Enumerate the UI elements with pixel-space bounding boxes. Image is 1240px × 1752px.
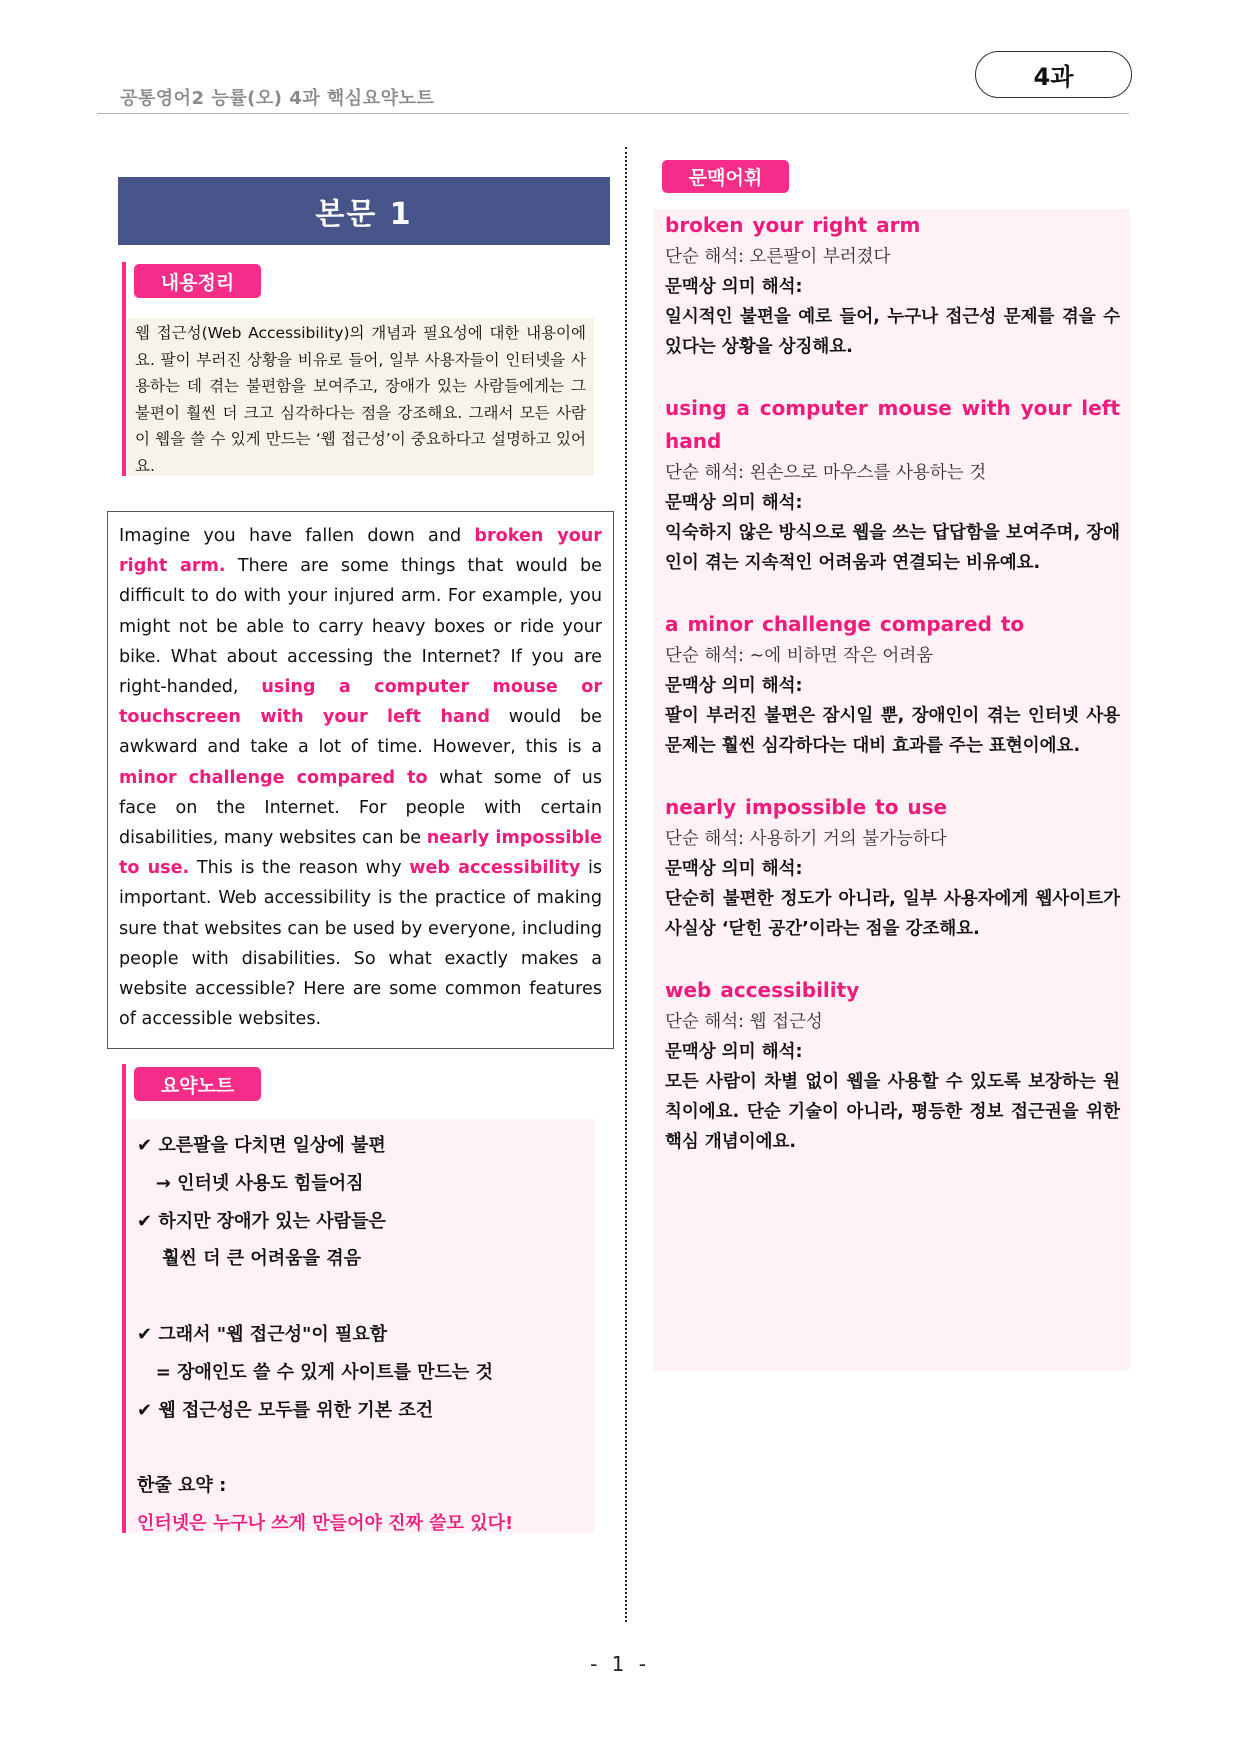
note-line (137, 1429, 586, 1467)
passage-segment: This is the reason why (189, 858, 410, 879)
content-summary-box (127, 318, 594, 476)
summary-label-pill: 내용정리 (134, 264, 261, 298)
vocab-term: nearly impossible to use (665, 795, 948, 819)
vocab-item (665, 392, 1120, 578)
vocab-context-meaning: 팔이 부러진 불편은 잠시일 뿐, 장애인이 겪는 인터넷 사용 문제는 훨씬 심각하다는 대비 효과를 주는 표현이에요. (665, 706, 1120, 756)
vocab-context-label: 문맥상 의미 해석: (665, 676, 803, 696)
notes-label-pill: 요약노트 (134, 1067, 261, 1101)
vocab-simple-meaning: 단순 해석: 왼손으로 마우스를 사용하는 것 (665, 463, 987, 483)
passage-segment: is important. Web accessibility is the practice of making sure that websites can be used by everyone, including people with disabilities. So what exactly makes a website accessible? Here are some common features of accessible websites. (119, 858, 602, 1030)
note-line: ✔ 웹 접근성은 모두를 위한 기본 조건 (137, 1399, 434, 1421)
highlighted-phrase: using a computer mouse or touchscreen with your left hand (119, 677, 602, 728)
header-divider (97, 113, 1129, 114)
note-line: ✔ 오른팔을 다치면 일상에 불편 (137, 1135, 386, 1156)
summary-accent-bar (122, 262, 126, 476)
vocab-context-label: 문맥상 의미 해석: (665, 859, 803, 879)
summary-notes-box (127, 1119, 594, 1533)
note-line: 훨씬 더 큰 어려움을 겪음 (137, 1248, 362, 1270)
highlighted-phrase: nearly impossible to use. (119, 828, 602, 879)
section-title-banner: 본문 1 (118, 177, 610, 245)
highlighted-phrase: web accessibility (409, 858, 581, 879)
passage-text-box (107, 511, 614, 1049)
page-number: - 1 - (590, 1652, 650, 1676)
note-line: → 인터넷 사용도 힘들어짐 (137, 1172, 364, 1194)
notes-accent-bar (122, 1064, 126, 1533)
vocab-term: broken your right arm (665, 213, 921, 237)
vocab-item (665, 974, 1120, 1157)
passage-segment: what some of us face on the Internet. For people with certain disabilities, many websites can be (119, 767, 602, 849)
context-vocab-box (653, 209, 1130, 1370)
vocab-term: using a computer mouse with your left hand (665, 396, 1120, 453)
content-summary-text: 웹 접근성(Web Accessibility)의 개념과 필요성에 대한 내용이에요. 팔이 부러진 상황을 비유로 들어, 일부 사용자들이 인터넷을 사용하는 데 겪는 불편함을 보여주고, 장애가 있는 사람들에게는 그 불편이 훨씬 더 크고 심각하다는 점을 강조해요. 그래서 모든 사람이 웹을 쓸 수 있게 만드는 ‘웹 접근성’이 중요하다고 설명하고 있어요. (135, 324, 586, 475)
passage-text (119, 526, 602, 1029)
vocab-item (665, 791, 1120, 944)
note-line: = 장애인도 쓸 수 있게 사이트를 만드는 것 (137, 1361, 493, 1383)
vocab-context-label: 문맥상 의미 해석: (665, 1042, 803, 1062)
vocab-label-pill: 문맥어휘 (662, 160, 789, 193)
vocab-context-meaning: 일시적인 불편을 예로 들어, 누구나 접근성 문제를 겪을 수 있다는 상황을 상징해요. (665, 307, 1120, 357)
passage-segment: would be awkward and take a lot of time. However, this is a (119, 707, 603, 758)
vocab-context-label: 문맥상 의미 해석: (665, 493, 803, 513)
vocab-item (665, 209, 1120, 362)
note-line: ✔ 하지만 장애가 있는 사람들은 (137, 1210, 386, 1232)
vocab-context-meaning: 익숙하지 않은 방식으로 웹을 쓰는 답답함을 보여주며, 장애인이 겪는 지속적인 어려움과 연결되는 비유예요. (665, 523, 1121, 573)
document-header-title: 공통영어2 능률(오) 4과 핵심요약노트 (120, 88, 435, 109)
vocab-item (665, 608, 1120, 761)
highlighted-phrase: minor challenge compared to (119, 767, 428, 788)
vocab-context-label: 문맥상 의미 해석: (665, 277, 803, 297)
vocab-context-meaning: 모든 사람이 차별 없이 웹을 사용할 수 있도록 보장하는 원칙이에요. 단순 기술이 아니라, 평등한 정보 접근권을 위한 핵심 개념이에요. (665, 1072, 1120, 1152)
one-line-summary-label: 한줄 요약 : (137, 1475, 227, 1497)
passage-segment: Imagine you have fallen down and (119, 526, 475, 546)
vocab-context-meaning: 단순히 불편한 정도가 아니라, 일부 사용자에게 웹사이트가 사실상 ‘닫힌 공간’이라는 점을 강조해요. (665, 889, 1120, 939)
vocab-simple-meaning: 단순 해석: ~에 비하면 작은 어려움 (665, 646, 934, 666)
vocab-simple-meaning: 단순 해석: 사용하기 거의 불가능하다 (665, 829, 947, 849)
vocab-simple-meaning: 단순 해석: 오른팔이 부러졌다 (665, 247, 891, 267)
one-line-summary-text: 인터넷은 누구나 쓰게 만들어야 진짜 쓸모 있다! (137, 1512, 514, 1534)
column-divider (625, 147, 627, 1622)
vocab-simple-meaning: 단순 해석: 웹 접근성 (665, 1012, 823, 1032)
vocab-term: a minor challenge compared to (665, 612, 1025, 636)
note-line (137, 1278, 586, 1316)
lesson-badge: 4과 (975, 51, 1132, 98)
highlighted-phrase: broken your right arm. (119, 526, 602, 577)
vocab-term: web accessibility (665, 978, 860, 1002)
passage-segment: There are some things that would be difficult to do with your injured arm. For example, you might not be able to carry heavy boxes or ride your bike. What about accessing the Internet? If you are right-handed, (119, 556, 602, 698)
note-line: ✔ 그래서 "웹 접근성"이 필요함 (137, 1323, 388, 1345)
